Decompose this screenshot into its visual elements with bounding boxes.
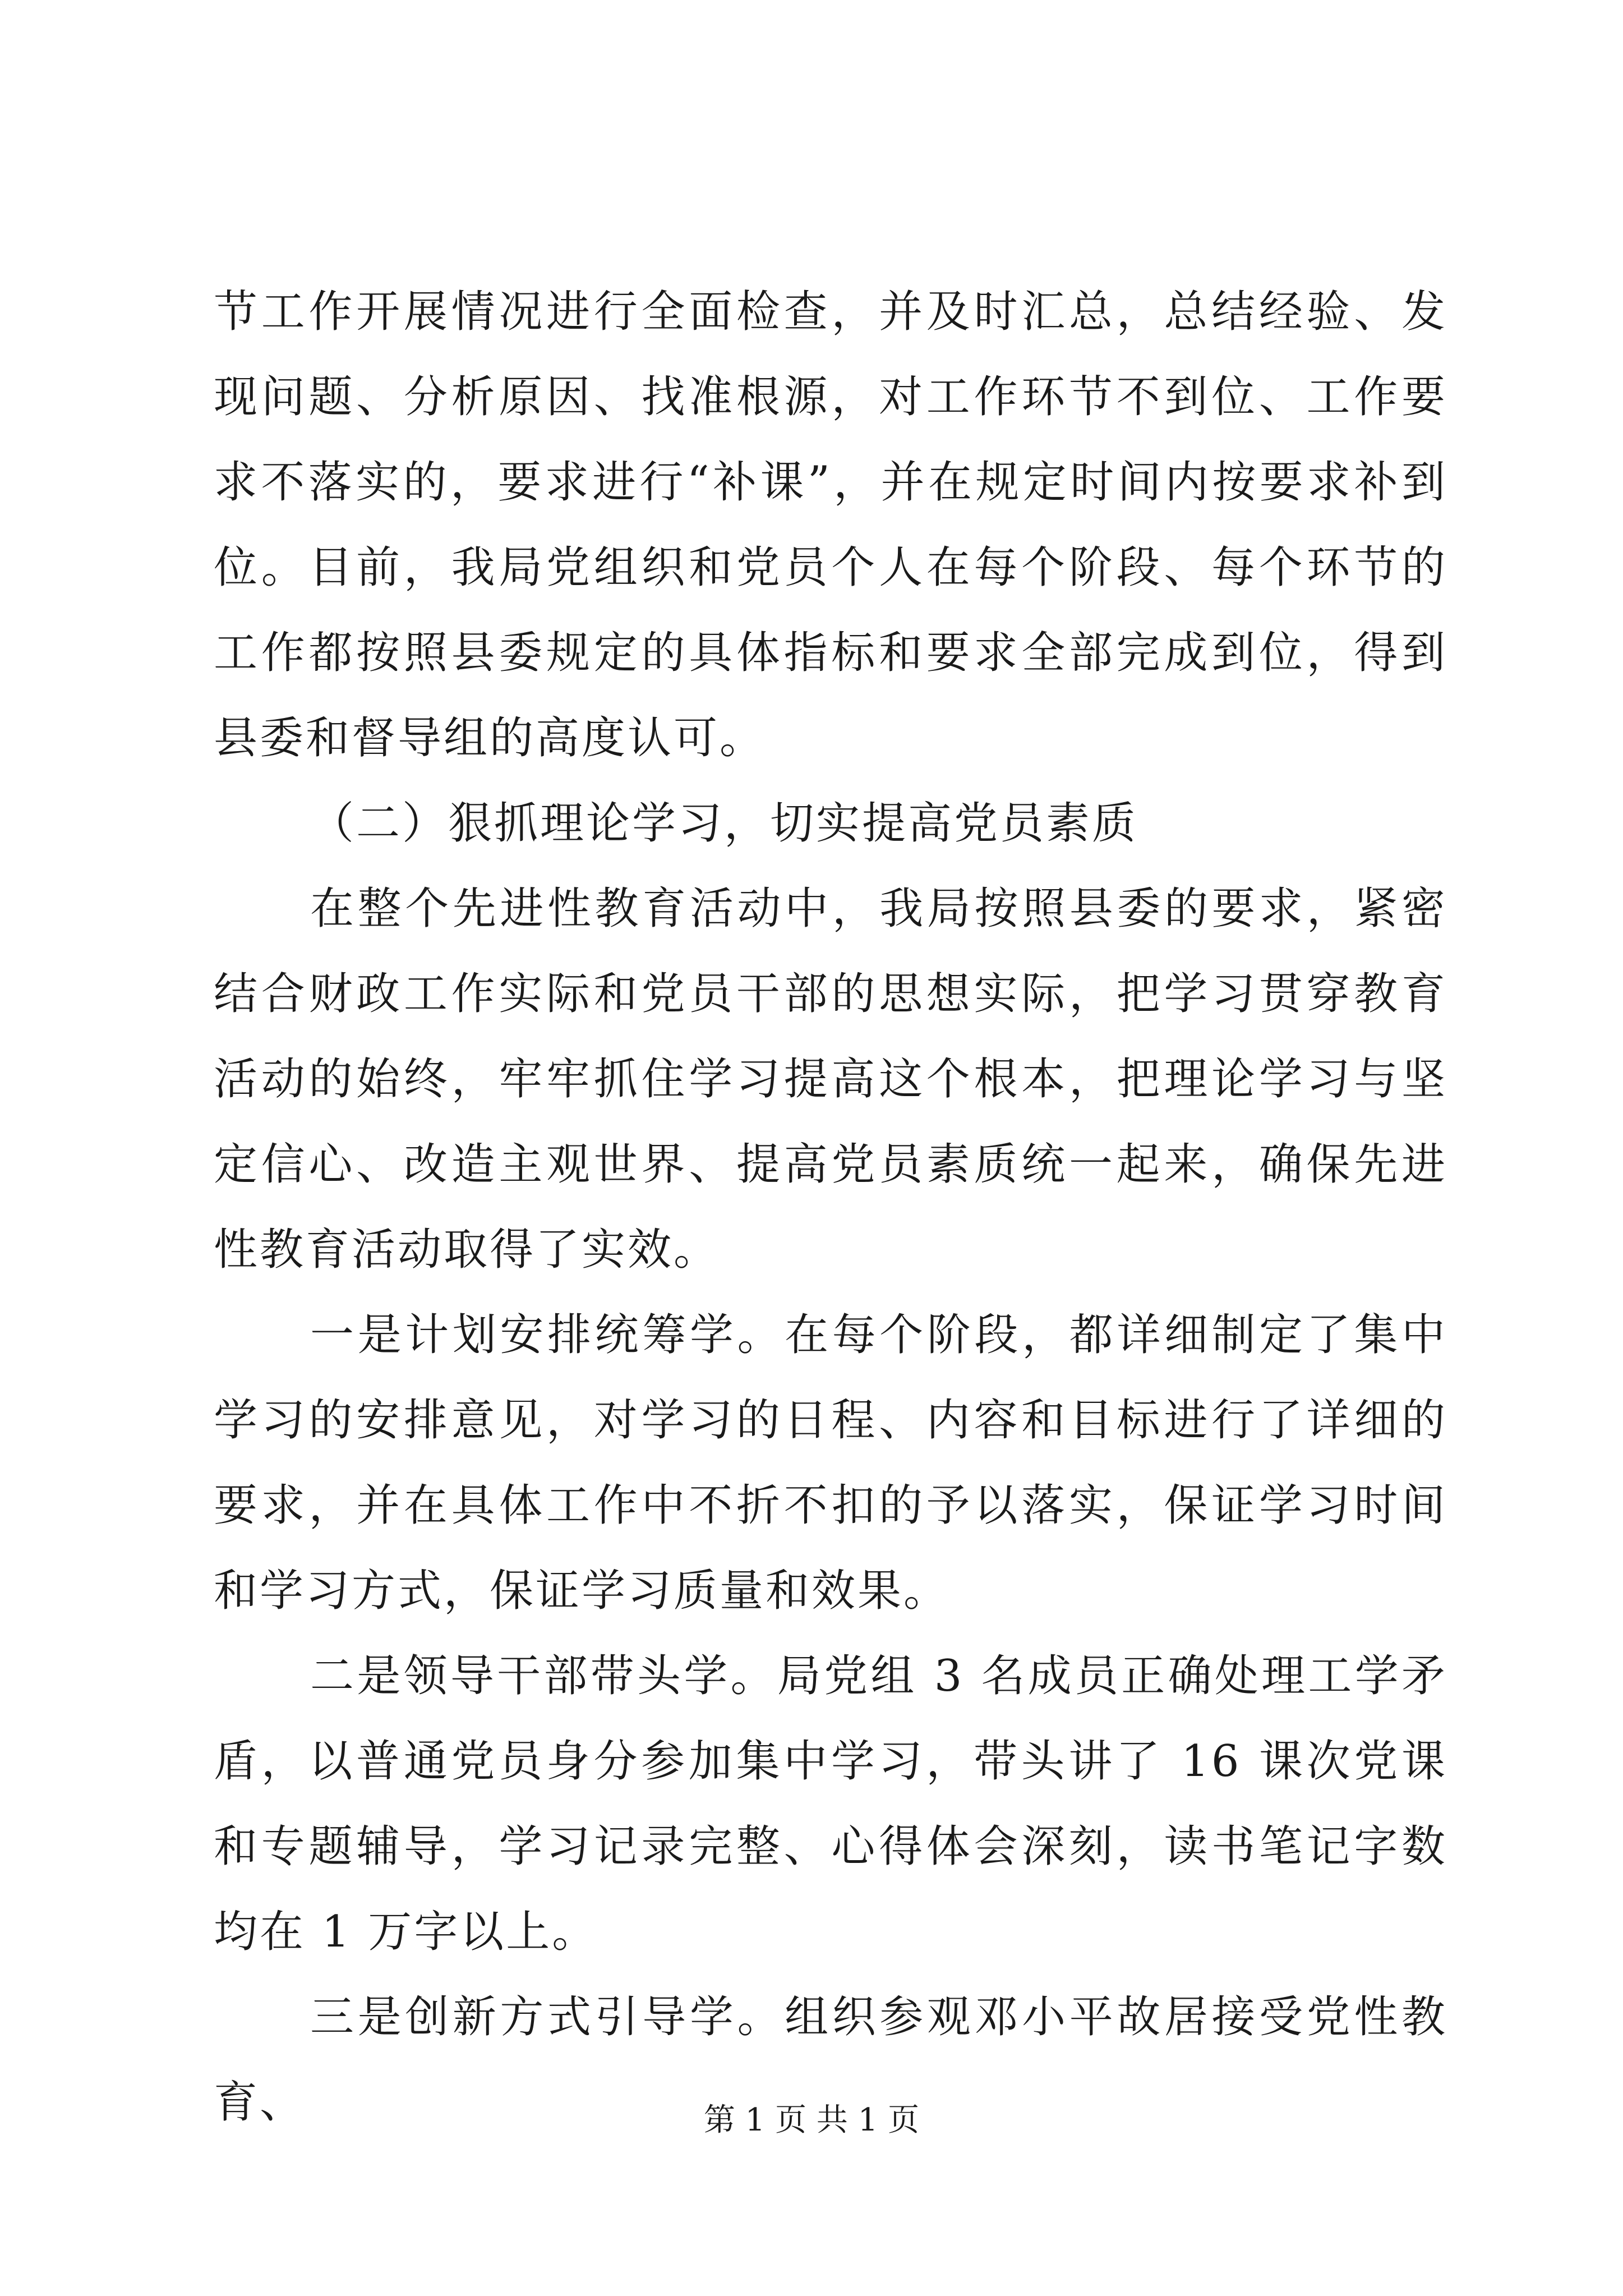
paragraph-intro: 在整个先进性教育活动中，我局按照县委的要求，紧密结合财政工作实际和党员干部的思想实际，把学习贯穿教育活动的始终，牢牢抓住学习提高这个根本，把理论学习与坚定信心、改造主观世界、提高党员素质统一起来，确保先进性教育活动取得了实效。 xyxy=(214,884,1447,1275)
document-body xyxy=(214,269,1447,2145)
paragraph-continuation: 节工作开展情况进行全面检查，并及时汇总，总结经验、发现问题、分析原因、找准根源，对工作环节不到位、工作要求不落实的，要求进行“补课”，并在规定时间内按要求补到位。目前，我局党组织和党员个人在每个阶段、每个环节的工作都按照县委规定的具体指标和要求全部完成到位，得到县委和督导组的高度认可。 xyxy=(214,287,1447,763)
section-heading: （二）狠抓理论学习，切实提高党员素质 xyxy=(310,798,1138,849)
paragraph-point-1: 一是计划安排统筹学。在每个阶段，都详细制定了集中学习的安排意见，对学习的日程、内容和目标进行了详细的要求，并在具体工作中不折不扣的予以落实，保证学习时间和学习方式，保证学习质量和效果。 xyxy=(214,1310,1447,1616)
page-number: 第 1 页 共 1 页 xyxy=(703,2102,920,2138)
paragraph-point-3: 三是创新方式引导学。组织参观邓小平故居接受党性教育、 xyxy=(214,1992,1447,2128)
paragraph-point-2: 二是领导干部带头学。局党组 3 名成员正确处理工学矛盾，以普通党员身分参加集中学习，带头讲了 16 课次党课和专题辅导，学习记录完整、心得体会深刻，读书笔记字数均在 1 万字以上。 xyxy=(214,1651,1447,1957)
page-footer xyxy=(0,2098,1623,2143)
